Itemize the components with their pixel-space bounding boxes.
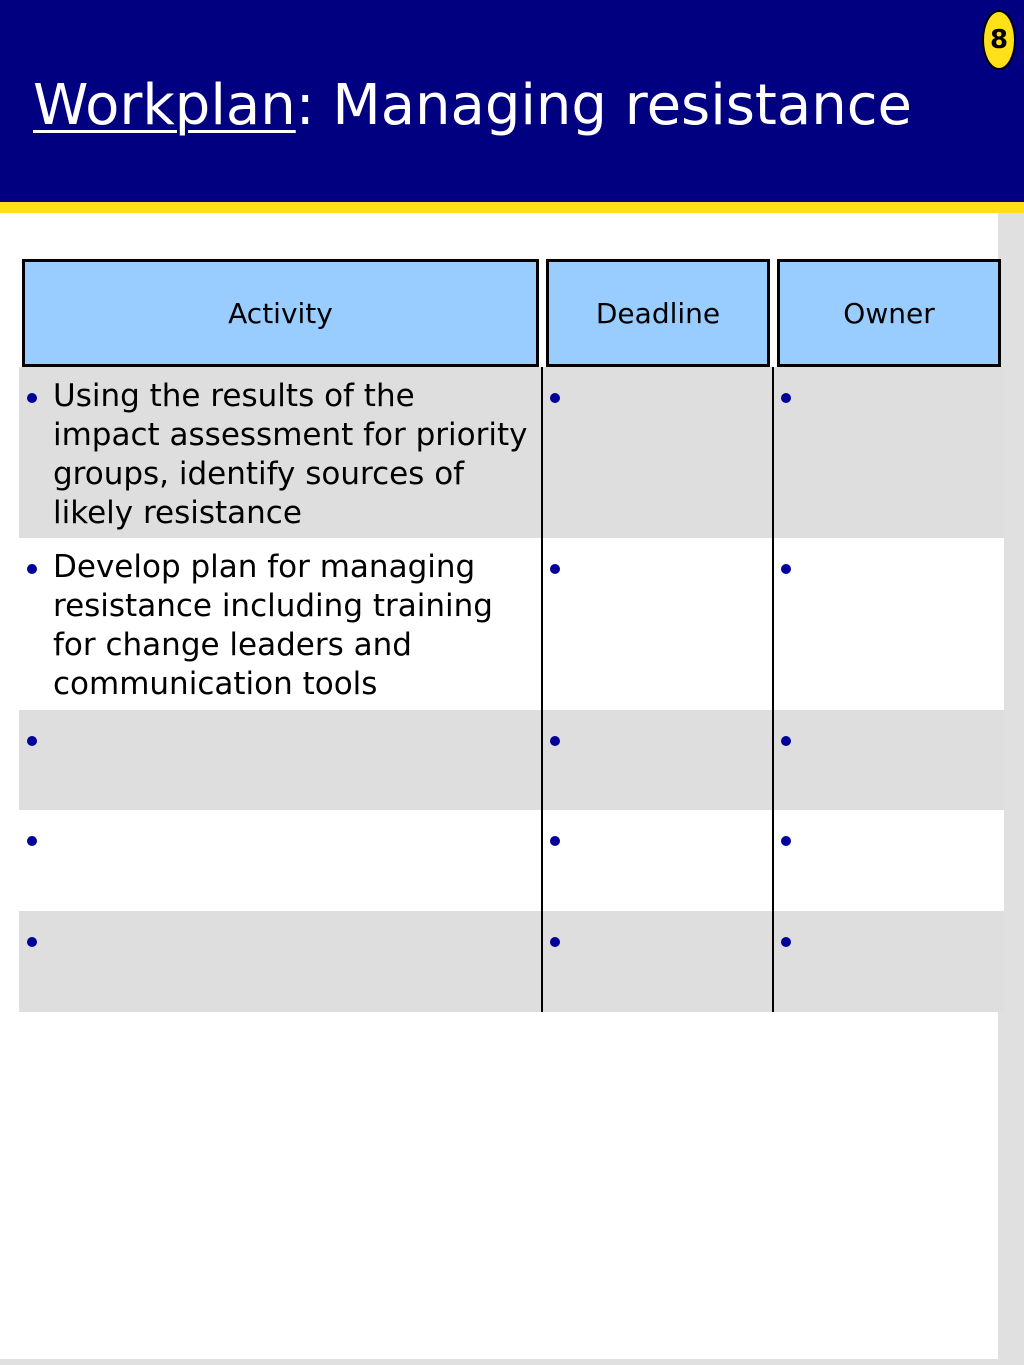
column-header-owner: Owner: [777, 259, 1001, 367]
bullet-icon: [781, 736, 791, 746]
slide-title: [33, 68, 912, 144]
page-number-badge: 8: [982, 10, 1016, 70]
table-row: [19, 810, 1004, 911]
bullet-icon: [781, 393, 791, 403]
bullet-icon: [550, 393, 560, 403]
bullet-icon: [550, 937, 560, 947]
bullet-icon: [550, 736, 560, 746]
column-divider: [772, 367, 774, 1012]
activity-text: Using the results of the impact assessment for priority groups, identify sources of likely resistance: [53, 378, 528, 531]
table-row: [19, 538, 1004, 710]
bullet-icon: [27, 836, 37, 846]
bullet-icon: [781, 937, 791, 947]
activity-text: Develop plan for managing resistance including training for change leaders and communication tools: [53, 549, 493, 702]
table-row: [19, 367, 1004, 538]
bullet-icon: [550, 564, 560, 574]
bullet-icon: [550, 836, 560, 846]
bottom-border-rail: [0, 1359, 1024, 1365]
table-row: [19, 710, 1004, 810]
activity-cell: [19, 548, 529, 704]
bullet-icon: [27, 937, 37, 947]
bullet-icon: [781, 564, 791, 574]
bullet-icon: [781, 836, 791, 846]
header-accent-stripe: [0, 202, 1024, 213]
column-header-activity: Activity: [22, 259, 539, 367]
bullet-icon: [27, 393, 37, 403]
bullet-icon: [27, 736, 37, 746]
title-text: : Managing resistance: [295, 73, 912, 138]
title-link-workplan[interactable]: Workplan: [33, 73, 296, 138]
column-divider: [541, 367, 543, 1012]
column-header-deadline: Deadline: [546, 259, 770, 367]
activity-cell: [19, 377, 529, 533]
bullet-icon: [27, 564, 37, 574]
table-row: [19, 911, 1004, 1012]
